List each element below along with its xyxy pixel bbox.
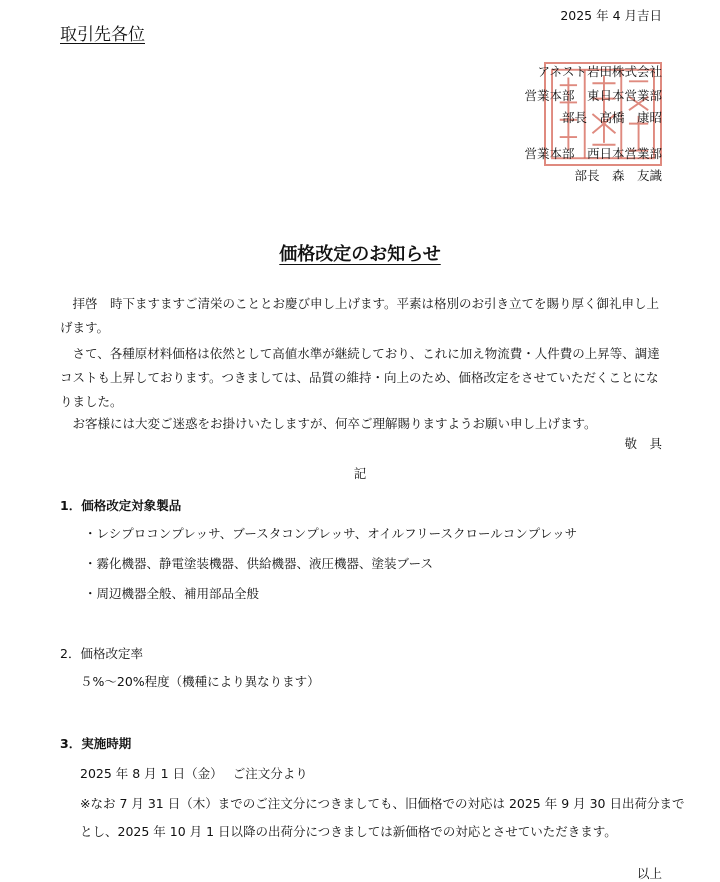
document-title: 価格改定のお知らせ — [279, 244, 441, 265]
schedule-start: 2025 年 8 月 1 日（金） ご注文分より — [80, 766, 308, 781]
addressee: 取引先各位 — [60, 25, 145, 45]
product-item: ・レシプロコンプレッサ、ブースタコンプレッサ、オイルフリースクロールコンプレッサ — [84, 526, 578, 541]
product-item: ・霧化機器、静電塗装機器、供給機器、液圧機器、塗装ブース — [84, 556, 434, 571]
schedule-note: ※なお 7 月 31 日（木）までのご注文分につきましても、旧価格での対応は 2025 年 9 月 30 日出荷分まで — [80, 796, 685, 811]
section-heading-products: 1．価格改定対象製品 — [60, 498, 182, 513]
apology-paragraph: お客様には大変ご迷惑をお掛けいたしますが、何卒ご理解賜りますようお願い申し上げます。 — [60, 416, 597, 431]
reason-paragraph: さて、各種原材料価格は依然として高値水準が継続しており、これに加え物流費・人件費の上昇等、調達コストも上昇しております。つきましては、品質の維持・向上のため、価格改定をさせていただくことになりました。 — [60, 346, 660, 409]
sender-person-west: 部長 森 友識 — [574, 168, 662, 183]
rate-value: ５%～20%程度（機種により異なります） — [80, 674, 320, 689]
product-item: ・周辺機器全般、補用部品全般 — [84, 586, 260, 601]
sender-department-east: 営業本部 東日本営業部 — [524, 88, 662, 103]
sender-department-west: 営業本部 西日本営業部 — [524, 146, 662, 161]
sender-person-east: 部長 高橋 康昭 — [561, 110, 662, 125]
end-mark: 以上 — [636, 866, 662, 881]
greeting-paragraph: 拝啓 時下ますますご清栄のこととお慶び申し上げます。平素は格別のお引き立てを賜り厚く御礼申し上げます。 — [60, 296, 660, 335]
section-heading-schedule: 3．実施時期 — [60, 736, 132, 751]
section-heading-rate: 2．価格改定率 — [60, 646, 143, 661]
schedule-note-cont: とし、2025 年 10 月 1 日以降の出荷分につきましては新価格での対応とさせていただきます。 — [80, 824, 617, 839]
ki-marker: 記 — [353, 466, 367, 481]
closing-keigu: 敬 具 — [624, 436, 662, 451]
sender-company: アネスト岩田株式会社 — [537, 64, 662, 79]
document-date: 2025 年 4 月吉日 — [560, 8, 662, 23]
